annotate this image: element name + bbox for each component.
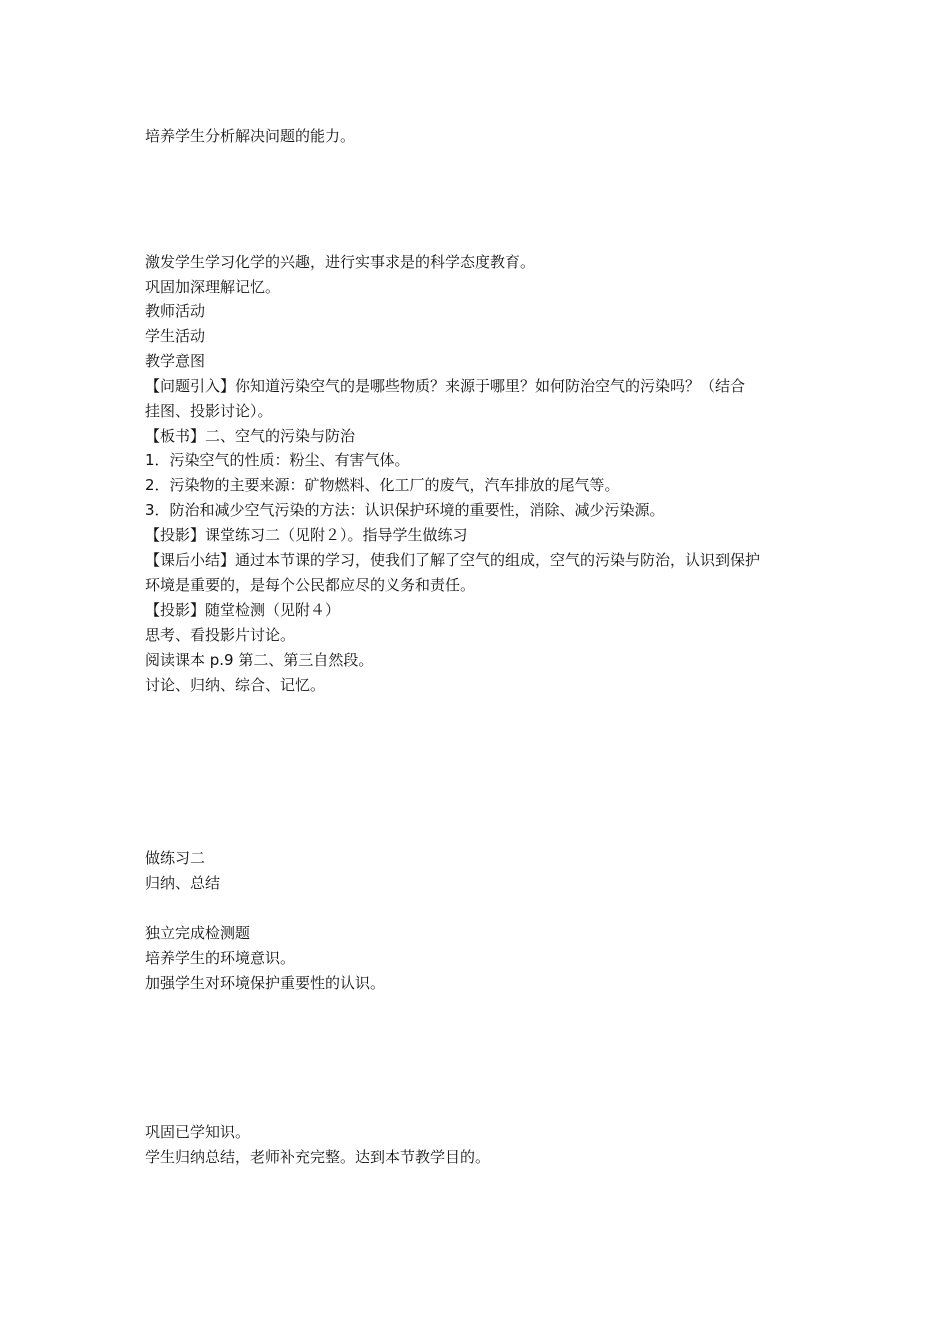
text-line: 激发学生学习化学的兴趣，进行实事求是的科学态度教育。	[145, 253, 536, 271]
text-line: 学生活动	[145, 327, 206, 345]
text-line: 环境是重要的，是每个公民都应尽的义务和责任。	[145, 576, 476, 594]
text-line: 阅读课本 p.9 第二、第三自然段。	[145, 651, 374, 669]
text-line: 加强学生对环境保护重要性的认识。	[145, 974, 386, 992]
text-line: 挂图、投影讨论）。	[145, 402, 273, 420]
text-line: 讨论、归纳、综合、记忆。	[145, 676, 326, 694]
text-line: 思考、看投影片讨论。	[145, 626, 296, 644]
text-line: 【投影】随堂检测（见附４）	[145, 601, 341, 619]
text-line: 培养学生分析解决问题的能力。	[145, 127, 356, 145]
text-line: 巩固已学知识。	[145, 1123, 251, 1141]
text-line: 1．污染空气的性质：粉尘、有害气体。	[145, 451, 410, 469]
text-line: 学生归纳总结，老师补充完整。达到本节教学目的。	[145, 1148, 491, 1166]
text-line: 培养学生的环境意识。	[145, 949, 296, 967]
text-line: 教学意图	[145, 352, 206, 370]
text-line: 3．防治和减少空气污染的方法：认识保护环境的重要性，消除、减少污染源。	[145, 501, 665, 519]
text-line: 【课后小结】通过本节课的学习，使我们了解了空气的组成，空气的污染与防治，认识到保护	[145, 551, 761, 569]
text-line: 【板书】二、空气的污染与防治	[145, 427, 356, 445]
text-line: 独立完成检测题	[145, 924, 251, 942]
text-line: 归纳、总结	[145, 874, 221, 892]
text-line: 做练习二	[145, 849, 206, 867]
text-line: 【问题引入】你知道污染空气的是哪些物质？来源于哪里？如何防治空气的污染吗？（结合	[145, 377, 746, 395]
text-line: 巩固加深理解记忆。	[145, 278, 281, 296]
text-line: 【投影】课堂练习二（见附２）。指导学生做练习	[145, 526, 468, 544]
text-line: 教师活动	[145, 302, 206, 320]
text-line: 2．污染物的主要来源：矿物燃料、化工厂的废气，汽车排放的尾气等。	[145, 476, 620, 494]
